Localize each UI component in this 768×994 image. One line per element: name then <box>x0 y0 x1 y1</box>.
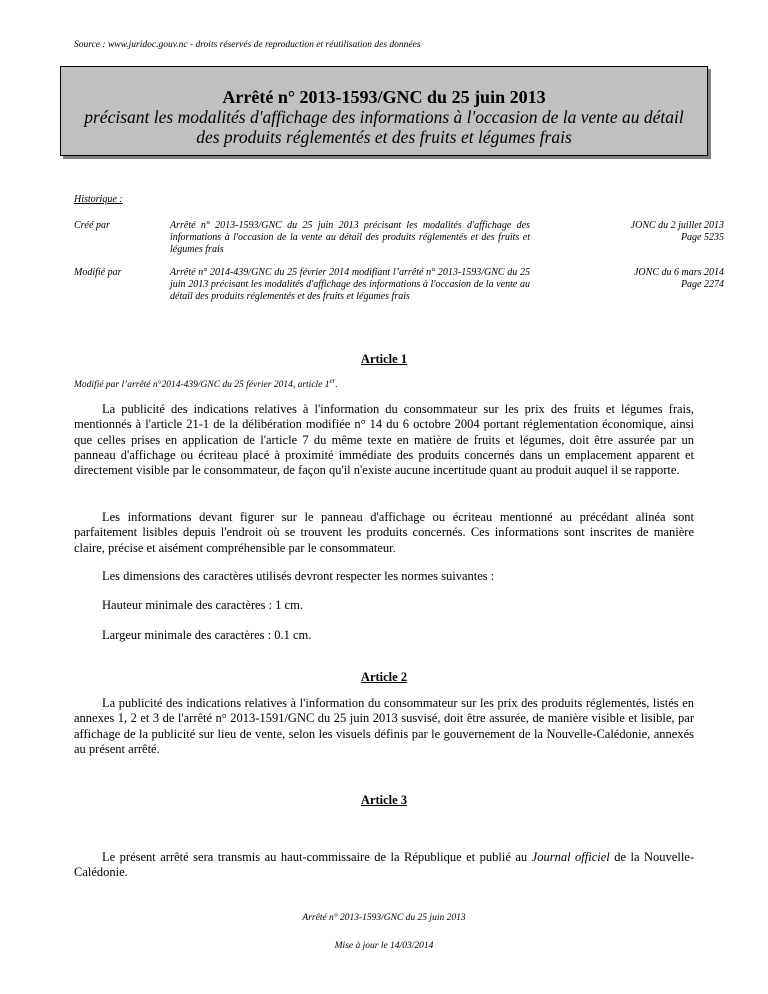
history-entry-label: Créé par <box>74 220 110 231</box>
journal-page: Page 5235 <box>680 232 724 243</box>
history-entry-label: Modifié par <box>74 267 122 278</box>
source-notice: Source : www.juridoc.gouv.nc - droits réservés de reproduction et réutilisation des données <box>74 40 421 50</box>
decree-subtitle-line1: précisant les modalités d'affichage des informations à l'occasion de la vente au détail <box>84 107 684 127</box>
history-entry-reference <box>634 267 724 291</box>
note-superscript: er <box>329 377 336 385</box>
article-1-min-height: Hauteur minimale des caractères : 1 cm. <box>102 598 303 612</box>
article-3-title: Article 3 <box>360 793 408 807</box>
article-1-min-width: Largeur minimale des caractères : 0.1 cm. <box>102 628 312 642</box>
history-entry-description: Arrêté n° 2013-1593/GNC du 25 juin 2013 précisant les modalités d'affichage des informations à l'occasion de la vente au détail des produits réglementés et des fruits et légumes frais <box>170 220 530 255</box>
note-text: Modifié par l’arrêté n°2014-439/GNC du 25 février 2014, article 1 <box>74 380 330 391</box>
journal-ref: JONC du 6 mars 2014 <box>633 267 724 278</box>
journal-officiel: Journal officiel <box>531 850 610 864</box>
decree-title: Arrêté n° 2013-1593/GNC du 25 juin 2013 <box>222 87 546 107</box>
article-3-paragraph <box>74 850 694 881</box>
article-1-modification-note <box>74 377 338 390</box>
article-1-paragraph-3: Les dimensions des caractères utilisés devront respecter les normes suivantes : <box>102 569 495 583</box>
article-3-text-start: Le présent arrêté sera transmis au haut-commissaire de la République et publié au <box>102 850 532 864</box>
journal-ref: JONC du 2 juillet 2013 <box>630 220 724 231</box>
title-box <box>60 66 708 156</box>
journal-page: Page 2274 <box>680 279 724 290</box>
note-end: . <box>335 380 338 391</box>
article-1-paragraph-2: Les informations devant figurer sur le panneau d'affichage ou écriteau mentionné au précédant alinéa sont parfaitement lisibles depuis l'endroit où se trouvent les produits concernés. Ces informations sont inscrites de manière claire, précise et aisément compréhensible par le consommateur. <box>74 510 694 555</box>
decree-subtitle-line2: des produits réglementés et des fruits et légumes frais <box>196 127 572 147</box>
history-entry-reference <box>631 220 724 244</box>
history-entry-description: Arrêté n° 2014-439/GNC du 25 février 2014 modifiant l’arrêté n° 2013-1593/GNC du 25 juin 2013 précisant les modalités d'affichage des informations à l'occasion de la vente au détail des produits réglementés et des fruits et légumes frais <box>170 267 530 302</box>
footer-update-date: Mise à jour le 14/03/2014 <box>334 941 434 951</box>
article-2-paragraph: La publicité des indications relatives à l'information du consommateur sur les prix des produits réglementés, listés en annexes 1, 2 et 3 de l'arrêté n° 2013-1591/GNC du 25 juin 2013 susvisé, doit être assurée, de manière visible et lisible, par affichage de la publicité sur lieu de vente, selon les visuels définis par le gouvernement de la Nouvelle-Calédonie, annexés au présent arrêté. <box>74 696 694 756</box>
article-3-text-end: de la Nouvelle- Calédonie. <box>74 850 694 880</box>
article-2-title: Article 2 <box>360 670 408 684</box>
footer-decree-ref: Arrêté n° 2013-1593/GNC du 25 juin 2013 <box>302 913 466 923</box>
article-1-title: Article 1 <box>360 352 408 366</box>
history-label: Historique : <box>74 194 123 205</box>
article-1-paragraph-1: La publicité des indications relatives à l'information du consommateur sur les prix des fruits et légumes frais, mentionnés à l'article 21-1 de la délibération modifiée n° 14 du 6 octobre 2004 portant réglementation économique, ainsi que celles prises en application de l'article 7 du même texte en matière de fruits et légumes, doit être assurée par un panneau d'affichage ou écriteau placé à proximité immédiate des produits concernés dans un emplacement apparent et directement visible par le consommateur, de façon qu'il n'existe aucune incertitude quant au produit auquel il se rapporte. <box>74 402 694 478</box>
